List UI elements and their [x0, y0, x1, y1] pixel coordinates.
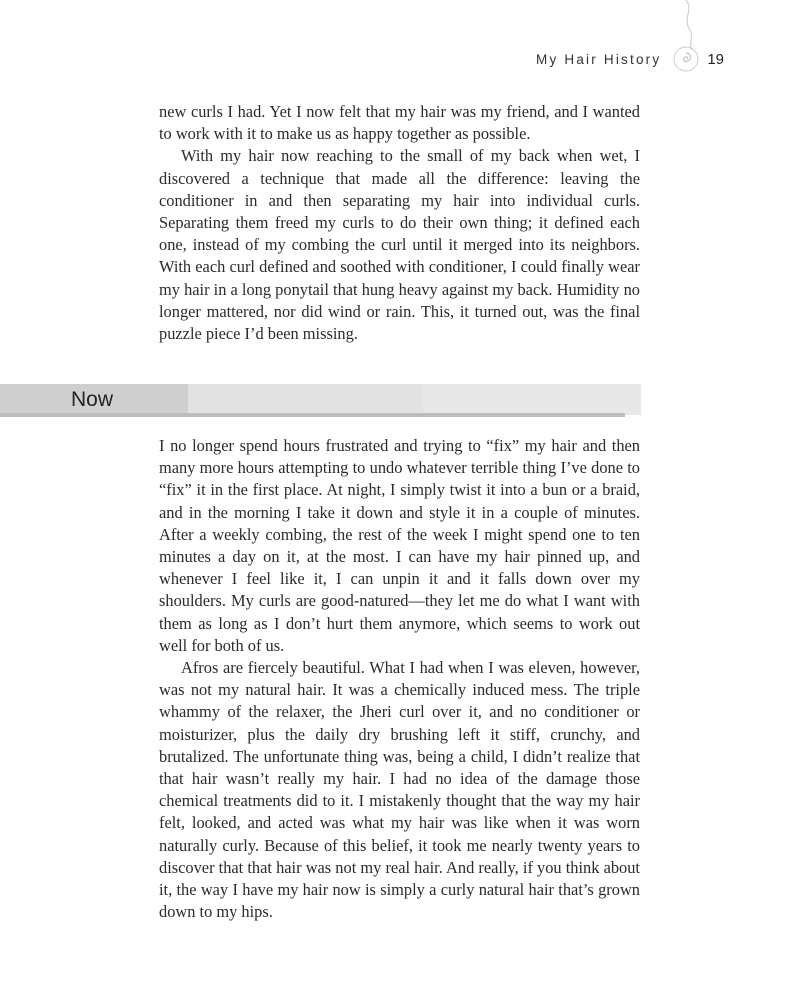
paragraph: I no longer spend hours frustrated and trying to “fix” my hair and then many more hours attempting to undo whatever terrible thing I’ve done to “fix” it in the first place. At night, I simply twist it into a bun or a braid, and in the morning I take it down and style it in a couple of minutes. After a weekly combing, the rest of the week I might spend one to ten minutes a day on it, at the most. I can have my hair pinned up, and whenever I feel like it, I can unpin it and it falls down over my shoulders. My curls are good-natured—they let me do what I want with them as long as I don’t hurt them anymore, which seems to work out well for both of us. [159, 436, 640, 655]
swirl-ornament-icon [671, 44, 701, 74]
page-number: 19 [707, 50, 724, 68]
paragraph: With my hair now reaching to the small of my back when wet, I discovered a technique that made all the difference: leaving the conditioner in and then separating my hair into individual curls. Separating them freed my curls to do their own thing; it defined each one, instead of my combing the curl until it merged into its neighbors. With each curl defined and soothed with conditioner, I could finally wear my hair in a long ponytail that hung heavy against my back. Humidity no longer mattered, nor did wind or rain. This, it turned out, was the final puzzle piece I’d been missing. [159, 146, 640, 344]
heading-band-segment [188, 384, 423, 415]
body-text-top [159, 101, 640, 345]
heading-band-segment [423, 384, 641, 415]
running-title: My Hair History [536, 51, 662, 67]
paragraph: new curls I had. Yet I now felt that my hair was my friend, and I wanted to work with it to make us as happy together as possible. [159, 102, 640, 144]
running-header [536, 48, 724, 70]
body-text-now [159, 435, 640, 923]
section-heading: Now [71, 388, 114, 411]
swirl-tail-icon [680, 0, 700, 50]
section-heading-band [0, 384, 641, 417]
paragraph: Afros are fiercely beautiful. What I had when I was eleven, however, was not my natural hair. It was a chemically induced mess. The triple whammy of the relaxer, the Jheri curl over it, and no conditioner or moisturizer, plus the daily dry brushing left it stiff, crunchy, and brutalized. The unfortunate thing was, being a child, I didn’t realize that that hair wasn’t really my hair. I had no idea of the damage those chemical treatments did to it. I mistakenly thought that the way my hair felt, looked, and acted was what my hair was like when it was worn naturally curly. Because of this belief, it took me nearly twenty years to discover that that hair was not my real hair. And really, if you think about it, the way I have my hair now is simply a curly natural hair that’s grown down to my hips. [159, 658, 640, 922]
